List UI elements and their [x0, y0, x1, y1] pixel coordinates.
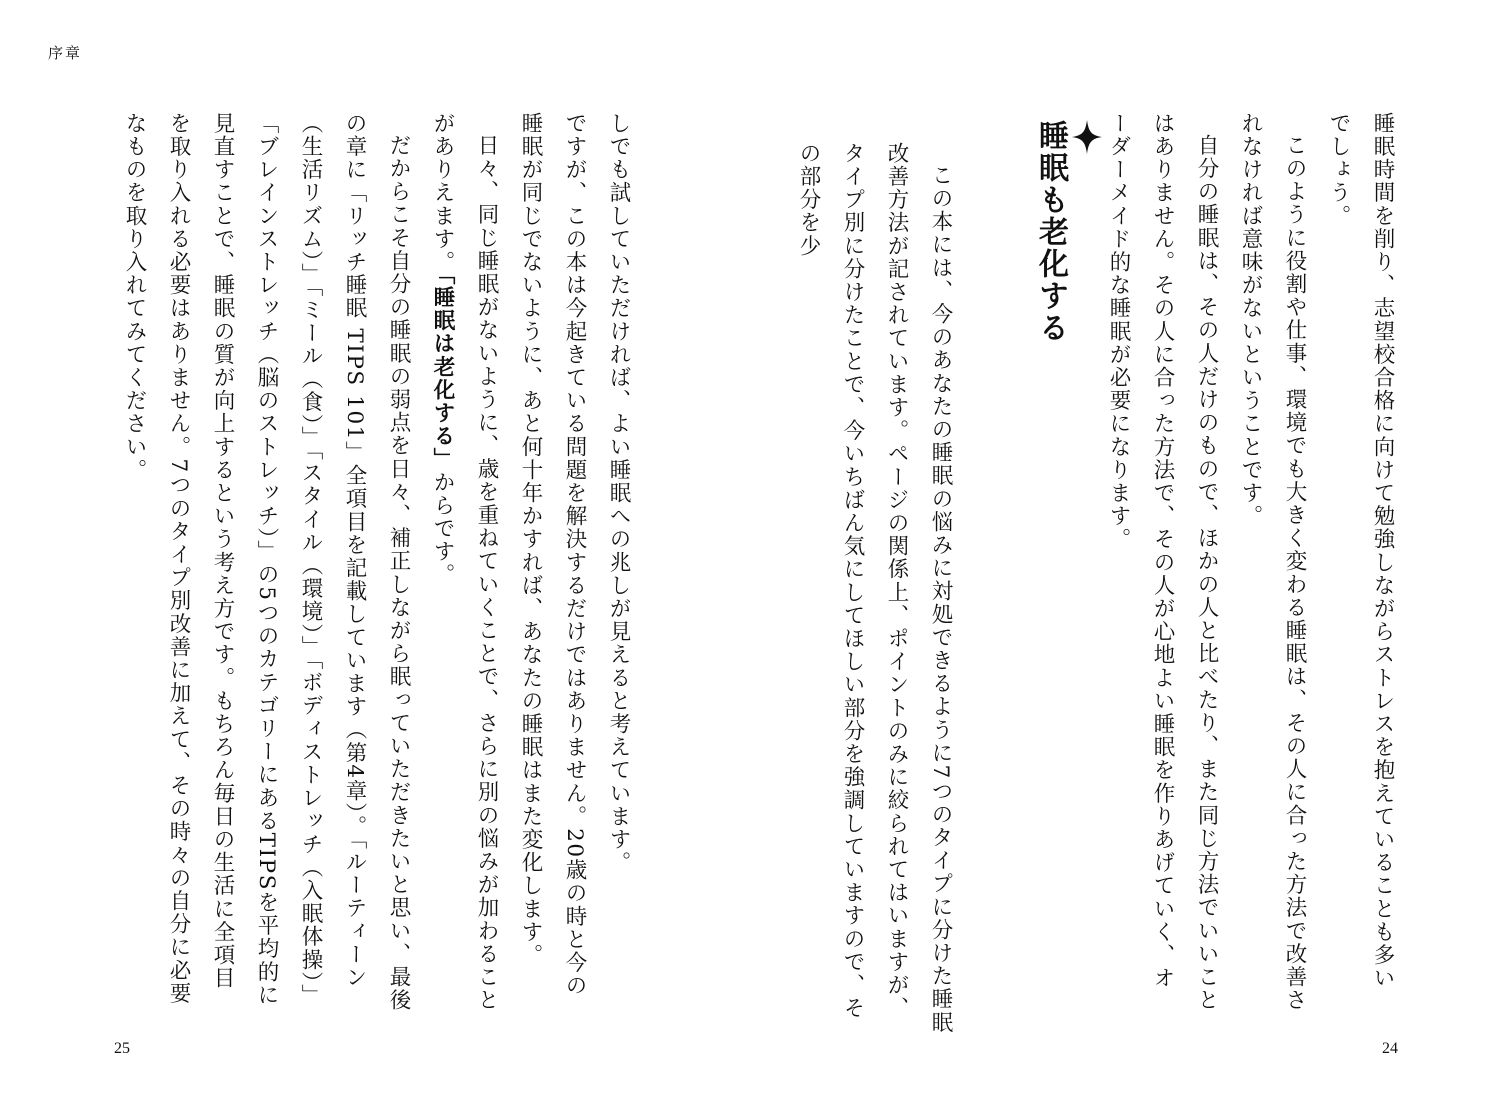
paragraph: この本には、今のあなたの睡眠の悩みに対処できるように7つのタイプに分けた睡眠改善方法が記されています。ページの関係上、ポイントのみに絞られてはいますが、タイプ別に分けたことで、今いちばん気にしてほしい部分を強調していますので、その部分を少 [796, 142, 953, 1034]
left-page-body [112, 112, 640, 1012]
section-heading [1028, 120, 1102, 344]
paragraph [420, 112, 508, 1012]
paragraph-text: からです。 [430, 470, 455, 587]
page-number: 25 [114, 1040, 130, 1057]
page-number: 24 [1382, 1040, 1398, 1057]
paragraph: ですが、この本は今起きている問題を解決するだけではありません。20歳の時と今の睡眠が同じでないように、あと何十年かすれば、あなたの睡眠はまた変化します。 [518, 112, 587, 998]
right-page-body-upper [1096, 112, 1404, 1012]
paragraph: しでも試していただければ、よい睡眠への兆しが見えると考えています。 [606, 112, 631, 875]
right-page [756, 0, 1512, 1110]
paragraph: このように役割や仕事、環境でも大きく変わる睡眠は、その人に合った方法で改善されなければ意味がないということです。 [1238, 112, 1307, 1012]
emphasis-phrase: 「睡眠は老化する」 [430, 273, 455, 471]
paragraph: だからこそ自分の睡眠の弱点を日々、補正しながら眠っていただきたいと思い、最後の章に「リッチ睡眠 TIPS 101」全項目を記載しています（第4章）。「ルーティーン（生活リズム）」「ミール（食）」「スタイル（環境）」「ボディストレッチ（入眠体操）」「ブレインストレッチ（脳のストレッチ）」の5つのカテゴリーにあるTIPSを平均的に見直すことで、睡眠の質が向上するという考え方です。もちろん毎日の生活に全項目を取り入れる必要はありません。7つのタイプ別改善に加えて、その時々の自分に必要なものを取り入れてみてください。 [122, 112, 411, 1012]
paragraph: 睡眠時間を削り、志望校合格に向けて勉強しながらストレスを抱えていることも多いでしょう。 [1326, 112, 1395, 990]
four-point-star-icon [1072, 120, 1102, 334]
chapter-label: 序章 [48, 44, 83, 62]
section-heading-text: 睡眠も老化する [1033, 120, 1068, 344]
right-page-body-lower [786, 142, 962, 1042]
paragraph: 自分の睡眠は、その人だけのもので、ほかの人と比べたり、また同じ方法でいいことはありません。その人に合った方法で、その人が心地よい睡眠を作りあげていく、オーダーメイド的な睡眠が必要になります。 [1106, 112, 1219, 1012]
paragraph-text: 日々、同じ睡眠がないように、歳を重ねていくことで、さらに別の悩みが加わることがありえます。 [430, 112, 499, 1012]
